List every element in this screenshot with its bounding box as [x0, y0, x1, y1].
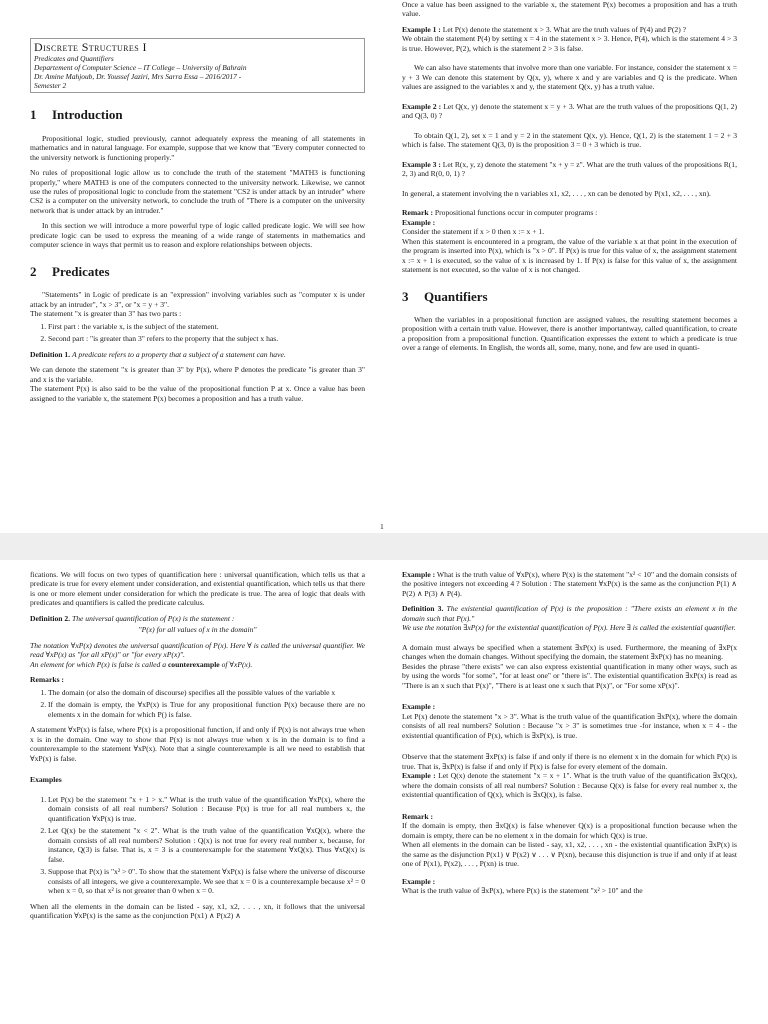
- definition-3: Definition 3. The existential quantification of P(x) is the proposition : "There exists an element x in the domain such that P(x).": [402, 604, 737, 623]
- page1-right-column: [402, 0, 737, 359]
- section-heading-quantifiers: 3 Quantifiers: [402, 288, 488, 304]
- example-1-solution: We obtain the statement P(4) by setting x = 4 in the statement x > 3. Hence, P(4), which is the statement 4 > 3 is true. However, P(2), which is the statement 2 > 3 is false.: [402, 34, 737, 53]
- example-solution: When this statement is encountered in a program, the value of the variable x at that point in the execution of the program is inserted into P(x), which is "x > 0". If P(x) is true for this value of x, the assignment statement x := x + 1 is executed, so the value of x is increased by 1. If P(x) is false for this value of x, the assignment statement is not executed, so the value of x is not changed.: [402, 236, 737, 275]
- paragraph: Propositional logic, studied previously, cannot adequately express the meaning of all statements in mathematics and in natural language. For example, suppose that we know that "Every computer connected to the university network is functioning properly.": [30, 133, 365, 162]
- paragraph: The statement "x is greater than 3" has two parts :: [30, 309, 182, 319]
- definition-3-note: We use the notation ∃xP(x) for the existential quantification of P(x). Here ∃ is called the existential quantifier.: [402, 623, 736, 633]
- paragraph: We can also have statements that involve more than one variable. For instance, consider the statement x = y + 3 We can denote this statement by Q(x, y), where x and y are variables and Q is the predicate. When values are assigned to the variables x and y, the statement Q(x, y) has a truth value.: [402, 63, 737, 92]
- definition-2: Definition 2. The universal quantification of P(x) is the statement :: [30, 613, 235, 623]
- document-header-box: [30, 38, 365, 93]
- document-subtitle: Predicates and Quantifiers: [34, 54, 114, 64]
- page1-left-column: [30, 0, 365, 409]
- remarks-list: [30, 688, 365, 719]
- paragraph: "Statements" in Logic of predicate is an "expression" involving variables such as "computer x is under attack by an intruder", "x > 3", or "x = y + 3".: [30, 290, 365, 309]
- page2-right-column: [402, 570, 737, 902]
- paragraph: We can denote the statement "x is greater than 3" by P(x), where P denotes the predicate "is greater than 3" and x is the variable.: [30, 365, 365, 384]
- list-item: 2. Let Q(x) be the statement "x < 2". What is the truth value of the quantification ∀xQ(x), where the domain consists of all real numbers? Solution : Q(x) is not true for every real number x, because, for instance, Q(3) is false. That is, x = 3 is a counterexample for the statement ∀xQ(x). Thus ∀xQ(x) is false.: [48, 826, 365, 864]
- paragraph: A statement ∀xP(x) is false, where P(x) is a propositional function, if and only if P(x) is not always true when x is in the domain. One way to show that P(x) is not always true when x is in the domain is to find a counterexample to the statement ∀xP(x). Note that a single counterexample is all we need to establish that ∀xP(x) is false.: [30, 725, 365, 763]
- list-item: 1. Let P(x) be the statement "x + 1 > x." What is the truth value of the quantification ∀xP(x), where the domain consists of all real numbers? Solution : Because P(x) is true for all real numbers x, the quantification ∀xP(x) is true.: [48, 795, 365, 823]
- department-line: Departement of Computer Science – IT College – University of Bahrain: [34, 63, 247, 73]
- document-page-2: [0, 560, 768, 1024]
- remark: Remark : If the domain is empty, then ∃xQ(x) is false whenever Q(x) is a propositional function because when the domain is empty, there can be no element x in the domain for which Q(x) is true.: [402, 811, 737, 840]
- example-3: Example 3 : Let R(x, y, z) denote the statement "x + y = z". What are the truth values of the propositions R(1, 2, 3) and R(0, 0, 1) ?: [402, 159, 737, 179]
- definition-2-note: The notation ∀xP(x) denotes the universal quantification of P(x). Here ∀ is called the universal quantifier. We read ∀xP(x) as "for all xP(x)" or "for every xP(x)".: [30, 640, 365, 660]
- paragraph: When all the elements in the domain can be listed - say, x1, x2, . . . , xn, it follows that the universal quantification ∀xP(x) is the same as the conjunction P(x1) ∧ P(x2) ∧: [30, 901, 365, 921]
- example: Example : Let Q(x) denote the statement "x = x + 1". What is the truth value of the quantification ∃xQ(x), where the domain consists of all real numbers? Solution : Because Q(x) is false for every real number x, the existential quantification of Q(x), which is ∃xQ(x), is false.: [402, 771, 737, 800]
- examples-heading: Examples: [30, 775, 62, 785]
- example-1: Example 1 : Let P(x) denote the statement x > 3. What are the truth values of P(4) and P(2) ?: [402, 24, 686, 34]
- example: Example : What is the truth value of ∀xP(x), where P(x) is the statement "x² < 10" and the domain consists of the positive integers not exceeding 4 ? Solution : The statement ∀xP(x) is the same as the conjunction P(1) ∧ P(2) ∧ P(3) ∧ P(4).: [402, 570, 737, 598]
- page2-left-column: [30, 570, 365, 927]
- paragraph: Besides the phrase "there exists" we can also express existential quantification in many other ways, such as by using the words "for some", "for at least one" or "there is". The existential quantification ∃xP(x) is read as "There is an x such that P(x)", "There is at least one x such that P(x)", or "For some xP(x)".: [402, 661, 737, 690]
- list-item: 2. Second part : "is greater than 3" refers to the property that the subject x has.: [48, 334, 365, 343]
- examples-list: [30, 795, 365, 896]
- semester-line: Semester 2: [34, 81, 67, 91]
- list-item: 1. The domain (or also the domain of discourse) specifies all the possible values of the variable x: [48, 688, 365, 697]
- paragraph: Observe that the statement ∃xP(x) is false if and only if there is no element x in the domain for which P(x) is true. That is, ∃xP(x) is false if and only if P(x) is false for every element of the domain.: [402, 752, 737, 771]
- authors-line: Dr. Amine Mahjoub, Dr. Youssef Jaziri, Mrs Sarra Essa – 2016/2017 -: [34, 72, 242, 82]
- paragraph: When the variables in a propositional function are assigned values, the resulting statement becomes a proposition with a certain truth value. However, there is another importantway, called quantification, to create a proposition from a propositional function. Quantification expresses the extent to which a predicate is true over a range of elements. In English, the words all, some, many, none, and few are used in quanti-: [402, 314, 737, 353]
- example-label: Example :: [402, 217, 436, 227]
- section-heading-introduction: 1 Introduction: [30, 107, 123, 123]
- definition-1: Definition 1. A predicate refers to a property that a subject of a statement can have.: [30, 349, 286, 359]
- page-separator: [0, 533, 768, 560]
- list-item: 3. Suppose that P(x) is "x² > 0". To show that the statement ∀xP(x) is false where the universe of discourse consists of all integers, we give a counterexample. We see that x = 0 is a counterexample because x² = 0 when x = 0, so that x² is not greater than 0 when x = 0.: [48, 867, 365, 895]
- paragraph: fications. We will focus on two types of quantification here : universal quantification, which tells us that a predicate is true for every element under consideration, and existential quantification, which tells us that there is one or more element under consideration for which the predicate is true. The area of logic that deals with predicates and quantifiers is called the predicate calculus.: [30, 570, 365, 608]
- paragraph: Once a value has been assigned to the variable x, the statement P(x) becomes a proposition and has a truth value.: [402, 0, 737, 19]
- list-item: 1. First part : the variable x, is the subject of the statement.: [48, 322, 365, 331]
- example-2-solution: To obtain Q(1, 2), set x = 1 and y = 2 in the statement Q(x, y). Hence, Q(1, 2) is the statement 1 = 2 + 3 which is false. The statement Q(3, 0) is the proposition 3 = 0 + 3 which is true.: [402, 130, 737, 150]
- definition-2-counterexample: An element for which P(x) is false is called a counterexample of ∀xP(x).: [30, 659, 253, 669]
- paragraph: A domain must always be specified when a statement ∃xP(x) is used. Furthermore, the meaning of ∃xP(x changes when the domain changes. Without specifying the domain, the statement ∃xP(x) has no meaning.: [402, 642, 737, 662]
- paragraph: The statement P(x) is also said to be the value of the propositional function P at x. Once a value has been assigned to the variable x, the statement P(x) becomes a proposition and has a truth value.: [30, 384, 365, 403]
- example-text: Consider the statement if x > 0 then x := x + 1.: [402, 227, 545, 237]
- paragraph: When all elements in the domain can be listed - say, x1, x2, . . . , xn - the existential quantification ∃xP(x) is the same as the disjunction P(x1) ∨ P(x2) ∨ . . . ∨ P(xn), because this disjunction is true if and only if at least one of P(x1), P(x2), . . . , P(xn) is true.: [402, 840, 737, 869]
- paragraph: No rules of propositional logic allow us to conclude the truth of the statement "MATH3 is functioning properly," where MATH3 is one of the computers connected to the university network. Likewise, we cannot use the rules of propositional logic to conclude from the statement "CS2 is under attack by an intruder" where CS2 is a computer on the university network, to conclude the truth of "There is a computer on the university network that is under attack by an intruder.": [30, 168, 365, 215]
- list-item: 2. If the domain is empty, the ∀xP(x) is True for any propositional function P(x) because there are no elements x in the domain for which P() is false.: [48, 700, 365, 719]
- example: Example : What is the truth value of ∃xP(x), where P(x) is the statement "x² > 10" and the: [402, 876, 643, 896]
- paragraph: In general, a statement involving the n variables x1, x2, . . . , xn can be denoted by P(x1, x2, . . . , xn).: [402, 188, 711, 198]
- remarks-label: Remarks :: [30, 675, 64, 685]
- section-heading-predicates: 2 Predicates: [30, 263, 110, 279]
- example-2: Example 2 : Let Q(x, y) denote the statement x = y + 3. What are the truth values of the propositions Q(1, 2) and Q(3, 0) ?: [402, 101, 737, 121]
- example: Example : Let P(x) denote the statement "x > 3". What is the truth value of the quantification ∃xP(x), where the domain consists of all real numbers? Solution : Because "x > 3" is sometimes true -for instance, when x = 4 - the existential quantification of P(x), which is ∃xP(x), is true.: [402, 702, 737, 740]
- definition-2-quote: "P(x) for all values of x in the domain": [138, 625, 257, 635]
- paragraph: In this section we will introduce a more powerful type of logic called predicate logic. We will see how predicate logic can be used to express the meaning of a wide range of statements in mathematics and computer science in ways that permit us to reason and explore relationships between objects.: [30, 221, 365, 250]
- remark: Remark : Propositional functions occur in computer programs :: [402, 208, 598, 218]
- document-title: Discrete Structures I: [34, 40, 147, 54]
- page-number: 1: [380, 522, 384, 531]
- statement-parts-list: [30, 322, 365, 344]
